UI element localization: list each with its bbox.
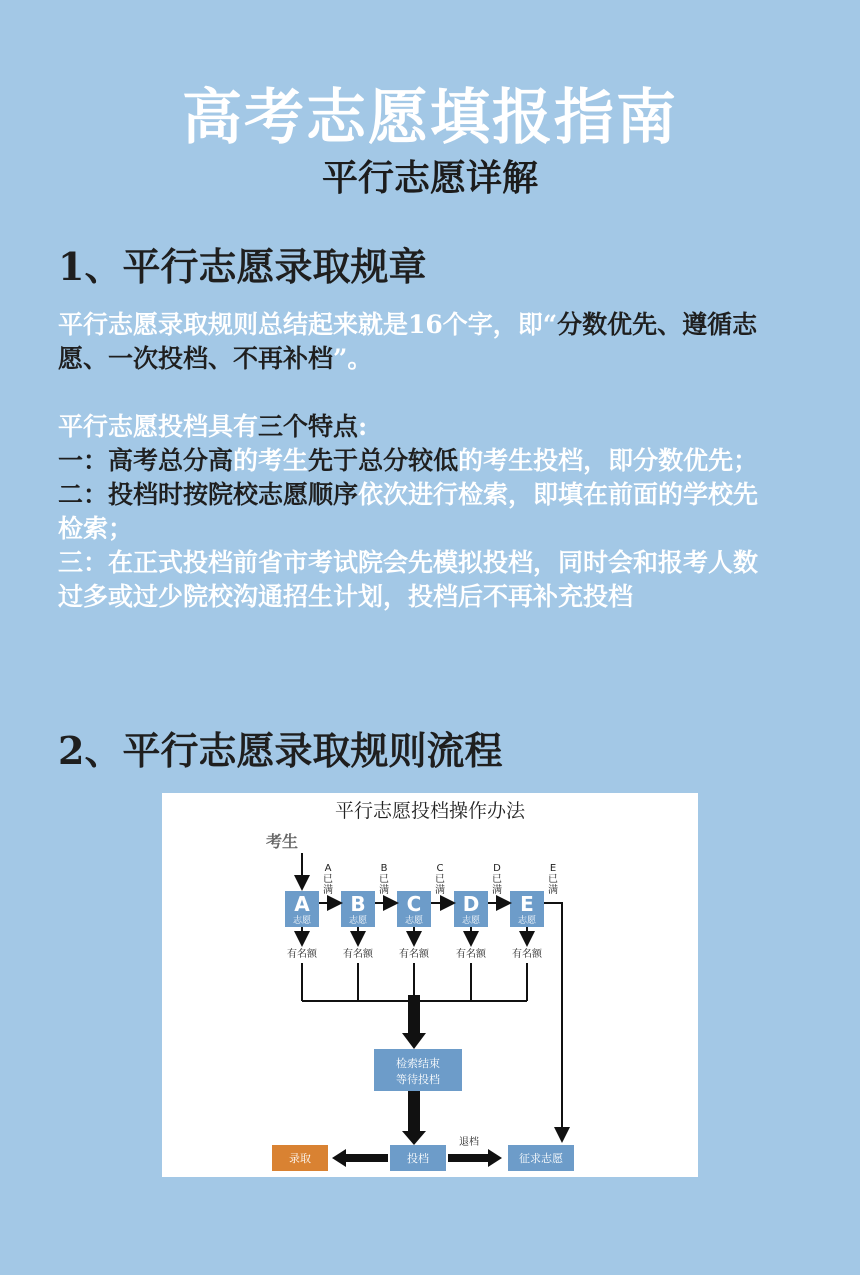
item2-c: 依次进行检索，即填在前面的学校先检索；: [58, 480, 759, 543]
item1-d: 先于: [308, 446, 359, 475]
item1-b: 总分高: [158, 446, 234, 475]
item1-e: 总分较低: [358, 446, 459, 475]
full-label-e: 已: [548, 874, 558, 885]
choice-sub-b: 志愿: [348, 916, 368, 926]
full-label-c: C: [436, 863, 444, 874]
candidate-label: 考生: [265, 832, 299, 851]
quota-label-c: 有名额: [399, 949, 429, 960]
intro-principles: 分数优先、遵循志愿、一次投档、不再补档: [58, 310, 758, 373]
return-arrow: [448, 1149, 502, 1167]
item2-a: 二：投档时: [58, 480, 184, 509]
intro-text-c: ”。: [333, 344, 373, 373]
choice-sub-c: 志愿: [404, 916, 424, 926]
choice-letter-c: C: [406, 892, 422, 916]
full-label-b: 满: [379, 885, 389, 896]
choice-sub-d: 志愿: [461, 916, 481, 926]
full-label-e: 满: [548, 885, 558, 896]
e-full-line: [544, 903, 562, 1139]
item1-c: 的考生: [233, 446, 309, 475]
section-1-intro: [58, 308, 778, 376]
feature-item-2: [58, 478, 778, 546]
full-label-c: 已: [435, 874, 445, 885]
feature-item-3: [58, 546, 778, 614]
intro-text-a: 平行志愿录取规则总结起来就是16个字，即“: [58, 310, 558, 339]
full-label-e: E: [549, 863, 557, 874]
features-lead-b: 三个特点: [258, 412, 359, 441]
full-label-a: A: [324, 863, 332, 874]
section-1-heading: 1、平行志愿录取规章: [58, 244, 427, 289]
quota-label-e: 有名额: [512, 949, 542, 960]
flowchart-title: 平行志愿投档操作办法: [334, 801, 526, 822]
merge-arrow: [402, 995, 426, 1049]
full-label-d: D: [493, 863, 501, 874]
item1-f: 的考生投档，即分数优先；: [458, 446, 759, 475]
full-label-d: 已: [492, 874, 502, 885]
full-label-a: 满: [323, 885, 333, 896]
full-label-d: 满: [492, 885, 502, 896]
feature-item-1: [58, 444, 778, 478]
features-list: [58, 410, 778, 614]
admit-label: 录取: [289, 1152, 311, 1165]
features-lead-c: :: [358, 412, 368, 441]
features-lead: [58, 410, 778, 444]
page-title: 高考志愿填报指南: [182, 83, 678, 153]
full-label-c: 满: [435, 885, 445, 896]
choice-boxes: [285, 863, 558, 960]
to-submit-arrow: [402, 1091, 426, 1145]
item3-text: 三：在正式投档前省市考试院会先模拟投档，同时会和报考人数过多或过少院校沟通招生计划，投档后不再补充投档: [58, 548, 759, 611]
item1-a: 一：高考: [58, 446, 159, 475]
choice-letter-b: B: [350, 892, 366, 916]
full-label-a: 已: [323, 874, 333, 885]
flowchart-svg: [162, 793, 698, 1177]
choice-sub-a: 志愿: [292, 916, 312, 926]
quota-label-d: 有名额: [456, 949, 486, 960]
choice-letter-e: E: [520, 892, 534, 916]
solicit-label: 征求志愿: [519, 1152, 563, 1165]
page-subtitle: 平行志愿详解: [321, 158, 538, 199]
admit-arrow: [332, 1149, 388, 1167]
full-label-b: B: [380, 863, 388, 874]
features-lead-a: 平行志愿投档具有: [58, 412, 259, 441]
section-2-heading: 2、平行志愿录取规则流程: [58, 728, 503, 773]
search-end-line2: 等待投档: [396, 1073, 440, 1086]
return-label: 退档: [459, 1137, 479, 1148]
choice-letter-d: D: [462, 892, 480, 916]
item2-b: 按院校志愿顺序: [183, 480, 359, 509]
submit-label: 投档: [407, 1152, 429, 1165]
flowchart-figure: [162, 793, 698, 1177]
choice-sub-e: 志愿: [517, 916, 537, 926]
choice-letter-a: A: [294, 892, 310, 916]
search-end-line1: 检索结束: [396, 1057, 440, 1070]
full-label-b: 已: [379, 874, 389, 885]
quota-label-a: 有名额: [287, 949, 317, 960]
quota-label-b: 有名额: [343, 949, 373, 960]
